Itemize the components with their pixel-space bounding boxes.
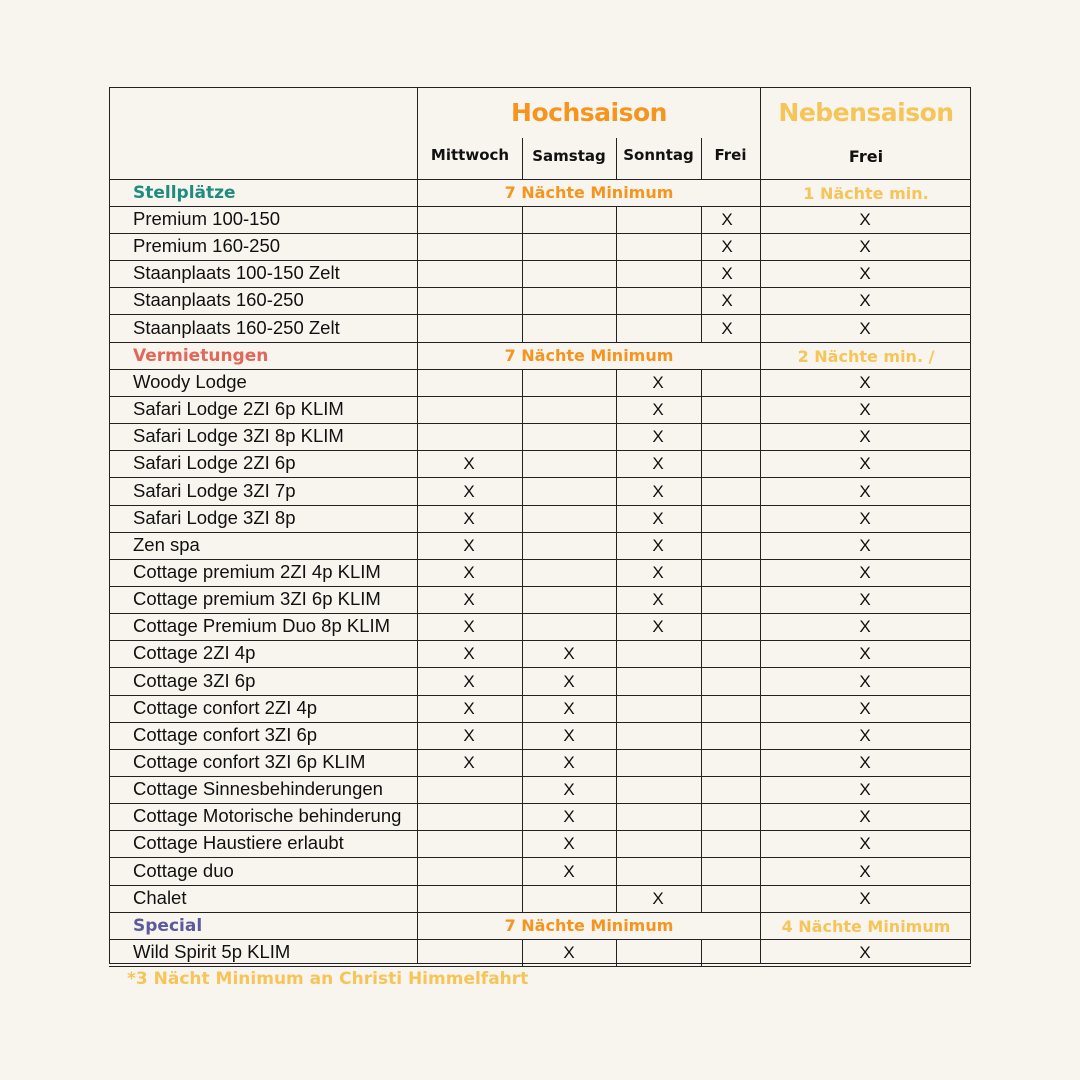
availability-mark: X	[859, 427, 871, 446]
availability-mark: X	[652, 427, 664, 446]
column-divider	[417, 87, 418, 964]
availability-mark: X	[859, 237, 871, 256]
section-hoch-note: 7 Nächte Minimum	[504, 346, 674, 365]
availability-mark: X	[563, 943, 575, 962]
availability-mark: X	[859, 644, 871, 663]
availability-mark: X	[463, 454, 475, 473]
row-divider	[109, 260, 971, 261]
row-divider	[109, 640, 971, 641]
row-divider	[109, 803, 971, 804]
availability-mark: X	[859, 319, 871, 338]
availability-mark: X	[721, 237, 733, 256]
row-divider	[109, 912, 971, 913]
column-header-samstag: Samstag	[532, 147, 606, 165]
row-divider	[109, 179, 971, 180]
availability-mark: X	[859, 889, 871, 908]
section-neben-note: 2 Nächte min. /	[797, 347, 935, 366]
availability-mark: X	[463, 509, 475, 528]
row-label: Premium 100-150	[133, 208, 281, 229]
availability-mark: X	[859, 400, 871, 419]
row-label: Woody Lodge	[133, 371, 247, 392]
row-label: Cottage Motorische behinderung	[133, 805, 402, 826]
availability-mark: X	[563, 807, 575, 826]
row-divider	[109, 586, 971, 587]
row-divider	[109, 532, 971, 533]
availability-mark: X	[652, 509, 664, 528]
availability-mark: X	[859, 672, 871, 691]
row-label: Safari Lodge 3ZI 8p KLIM	[133, 425, 344, 446]
availability-mark: X	[463, 590, 475, 609]
row-divider	[109, 206, 971, 207]
row-divider	[109, 749, 971, 750]
row-divider	[109, 314, 971, 315]
availability-mark: X	[859, 726, 871, 745]
section-neben-note: 4 Nächte Minimum	[781, 917, 951, 936]
availability-mark: X	[563, 780, 575, 799]
column-divider	[701, 939, 702, 966]
column-divider	[616, 369, 617, 912]
row-divider	[109, 613, 971, 614]
availability-mark: X	[721, 264, 733, 283]
row-label: Zen spa	[133, 534, 200, 555]
availability-mark: X	[652, 454, 664, 473]
row-divider	[109, 423, 971, 424]
row-divider	[109, 776, 971, 777]
availability-mark: X	[859, 590, 871, 609]
row-label: Cottage 3ZI 6p	[133, 670, 256, 691]
row-label: Cottage 2ZI 4p	[133, 642, 256, 663]
row-label: Safari Lodge 2ZI 6p	[133, 452, 296, 473]
availability-mark: X	[563, 726, 575, 745]
hochsaison-title: Hochsaison	[511, 98, 667, 127]
section-hoch-note: 7 Nächte Minimum	[504, 916, 674, 935]
row-label: Staanplaats 100-150 Zelt	[133, 262, 340, 283]
row-divider	[109, 396, 971, 397]
availability-mark: X	[859, 454, 871, 473]
availability-mark: X	[652, 889, 664, 908]
row-label: Cottage Premium Duo 8p KLIM	[133, 615, 391, 636]
row-divider	[109, 369, 971, 370]
availability-mark: X	[463, 753, 475, 772]
column-divider	[522, 939, 523, 966]
availability-mark: X	[652, 373, 664, 392]
row-divider	[109, 477, 971, 478]
column-divider	[616, 939, 617, 966]
section-title: Special	[133, 916, 203, 936]
row-label: Safari Lodge 2ZI 6p KLIM	[133, 398, 344, 419]
row-label: Cottage premium 2ZI 4p KLIM	[133, 561, 381, 582]
column-divider	[701, 206, 702, 342]
column-header-sonntag: Sonntag	[623, 146, 694, 164]
availability-mark: X	[721, 210, 733, 229]
availability-mark: X	[463, 672, 475, 691]
availability-mark: X	[859, 699, 871, 718]
row-label: Safari Lodge 3ZI 8p	[133, 507, 296, 528]
row-label: Safari Lodge 3ZI 7p	[133, 480, 296, 501]
row-divider	[109, 667, 971, 668]
column-header-frei: Frei	[714, 146, 747, 164]
row-label: Cottage Haustiere erlaubt	[133, 832, 344, 853]
availability-mark: X	[859, 617, 871, 636]
availability-mark: X	[859, 563, 871, 582]
row-label: Cottage premium 3ZI 6p KLIM	[133, 588, 381, 609]
availability-mark: X	[721, 319, 733, 338]
availability-mark: X	[859, 509, 871, 528]
availability-mark: X	[463, 644, 475, 663]
row-label: Premium 160-250	[133, 235, 281, 256]
row-label: Cottage confort 3ZI 6p	[133, 724, 318, 745]
column-divider	[522, 206, 523, 342]
availability-mark: X	[859, 862, 871, 881]
availability-mark: X	[859, 753, 871, 772]
row-divider	[109, 857, 971, 858]
row-label: Cottage confort 3ZI 6p KLIM	[133, 751, 366, 772]
footnote: *3 Nächt Minimum an Christi Himmelfahrt	[127, 969, 529, 989]
row-divider	[109, 722, 971, 723]
row-divider	[109, 505, 971, 506]
section-title: Vermietungen	[133, 346, 269, 366]
availability-mark: X	[859, 834, 871, 853]
section-title: Stellplätze	[133, 183, 236, 203]
availability-mark: X	[563, 672, 575, 691]
availability-mark: X	[859, 943, 871, 962]
row-divider	[109, 939, 971, 940]
row-divider	[109, 966, 971, 967]
availability-mark: X	[652, 590, 664, 609]
availability-mark: X	[463, 726, 475, 745]
row-label: Cottage Sinnesbehinderungen	[133, 778, 383, 799]
availability-mark: X	[563, 753, 575, 772]
row-label: Cottage duo	[133, 860, 234, 881]
availability-mark: X	[859, 210, 871, 229]
column-header-mittwoch: Mittwoch	[430, 146, 510, 164]
section-neben-note: 1 Nächte min.	[803, 184, 929, 203]
column-divider	[616, 138, 617, 180]
nebensaison-title: Nebensaison	[778, 98, 954, 127]
availability-mark: X	[563, 834, 575, 853]
column-divider	[760, 87, 761, 964]
availability-mark: X	[721, 291, 733, 310]
availability-mark: X	[652, 617, 664, 636]
section-hoch-note: 7 Nächte Minimum	[504, 183, 674, 202]
row-label: Cottage confort 2ZI 4p	[133, 697, 318, 718]
row-divider	[109, 342, 971, 343]
availability-mark: X	[463, 563, 475, 582]
availability-mark: X	[859, 807, 871, 826]
column-divider	[522, 369, 523, 912]
availability-mark: X	[859, 780, 871, 799]
availability-mark: X	[859, 264, 871, 283]
column-divider	[616, 206, 617, 342]
availability-mark: X	[652, 536, 664, 555]
row-divider	[109, 885, 971, 886]
column-header-neben-frei: Frei	[848, 147, 884, 166]
row-divider	[109, 287, 971, 288]
row-divider	[109, 695, 971, 696]
availability-mark: X	[652, 482, 664, 501]
column-divider	[701, 138, 702, 180]
availability-mark: X	[859, 482, 871, 501]
availability-mark: X	[563, 862, 575, 881]
availability-mark: X	[463, 617, 475, 636]
column-divider	[522, 138, 523, 180]
column-divider	[701, 369, 702, 912]
row-divider	[109, 559, 971, 560]
row-divider	[109, 233, 971, 234]
row-divider	[109, 450, 971, 451]
availability-mark: X	[859, 373, 871, 392]
availability-mark: X	[563, 699, 575, 718]
availability-mark: X	[859, 291, 871, 310]
row-label: Staanplaats 160-250 Zelt	[133, 317, 340, 338]
row-label: Wild Spirit 5p KLIM	[133, 941, 291, 962]
availability-mark: X	[652, 400, 664, 419]
row-label: Chalet	[133, 887, 187, 908]
availability-mark: X	[859, 536, 871, 555]
availability-mark: X	[563, 644, 575, 663]
availability-mark: X	[463, 699, 475, 718]
row-label: Staanplaats 160-250	[133, 289, 304, 310]
availability-mark: X	[652, 563, 664, 582]
row-divider	[109, 830, 971, 831]
availability-mark: X	[463, 482, 475, 501]
availability-mark: X	[463, 536, 475, 555]
